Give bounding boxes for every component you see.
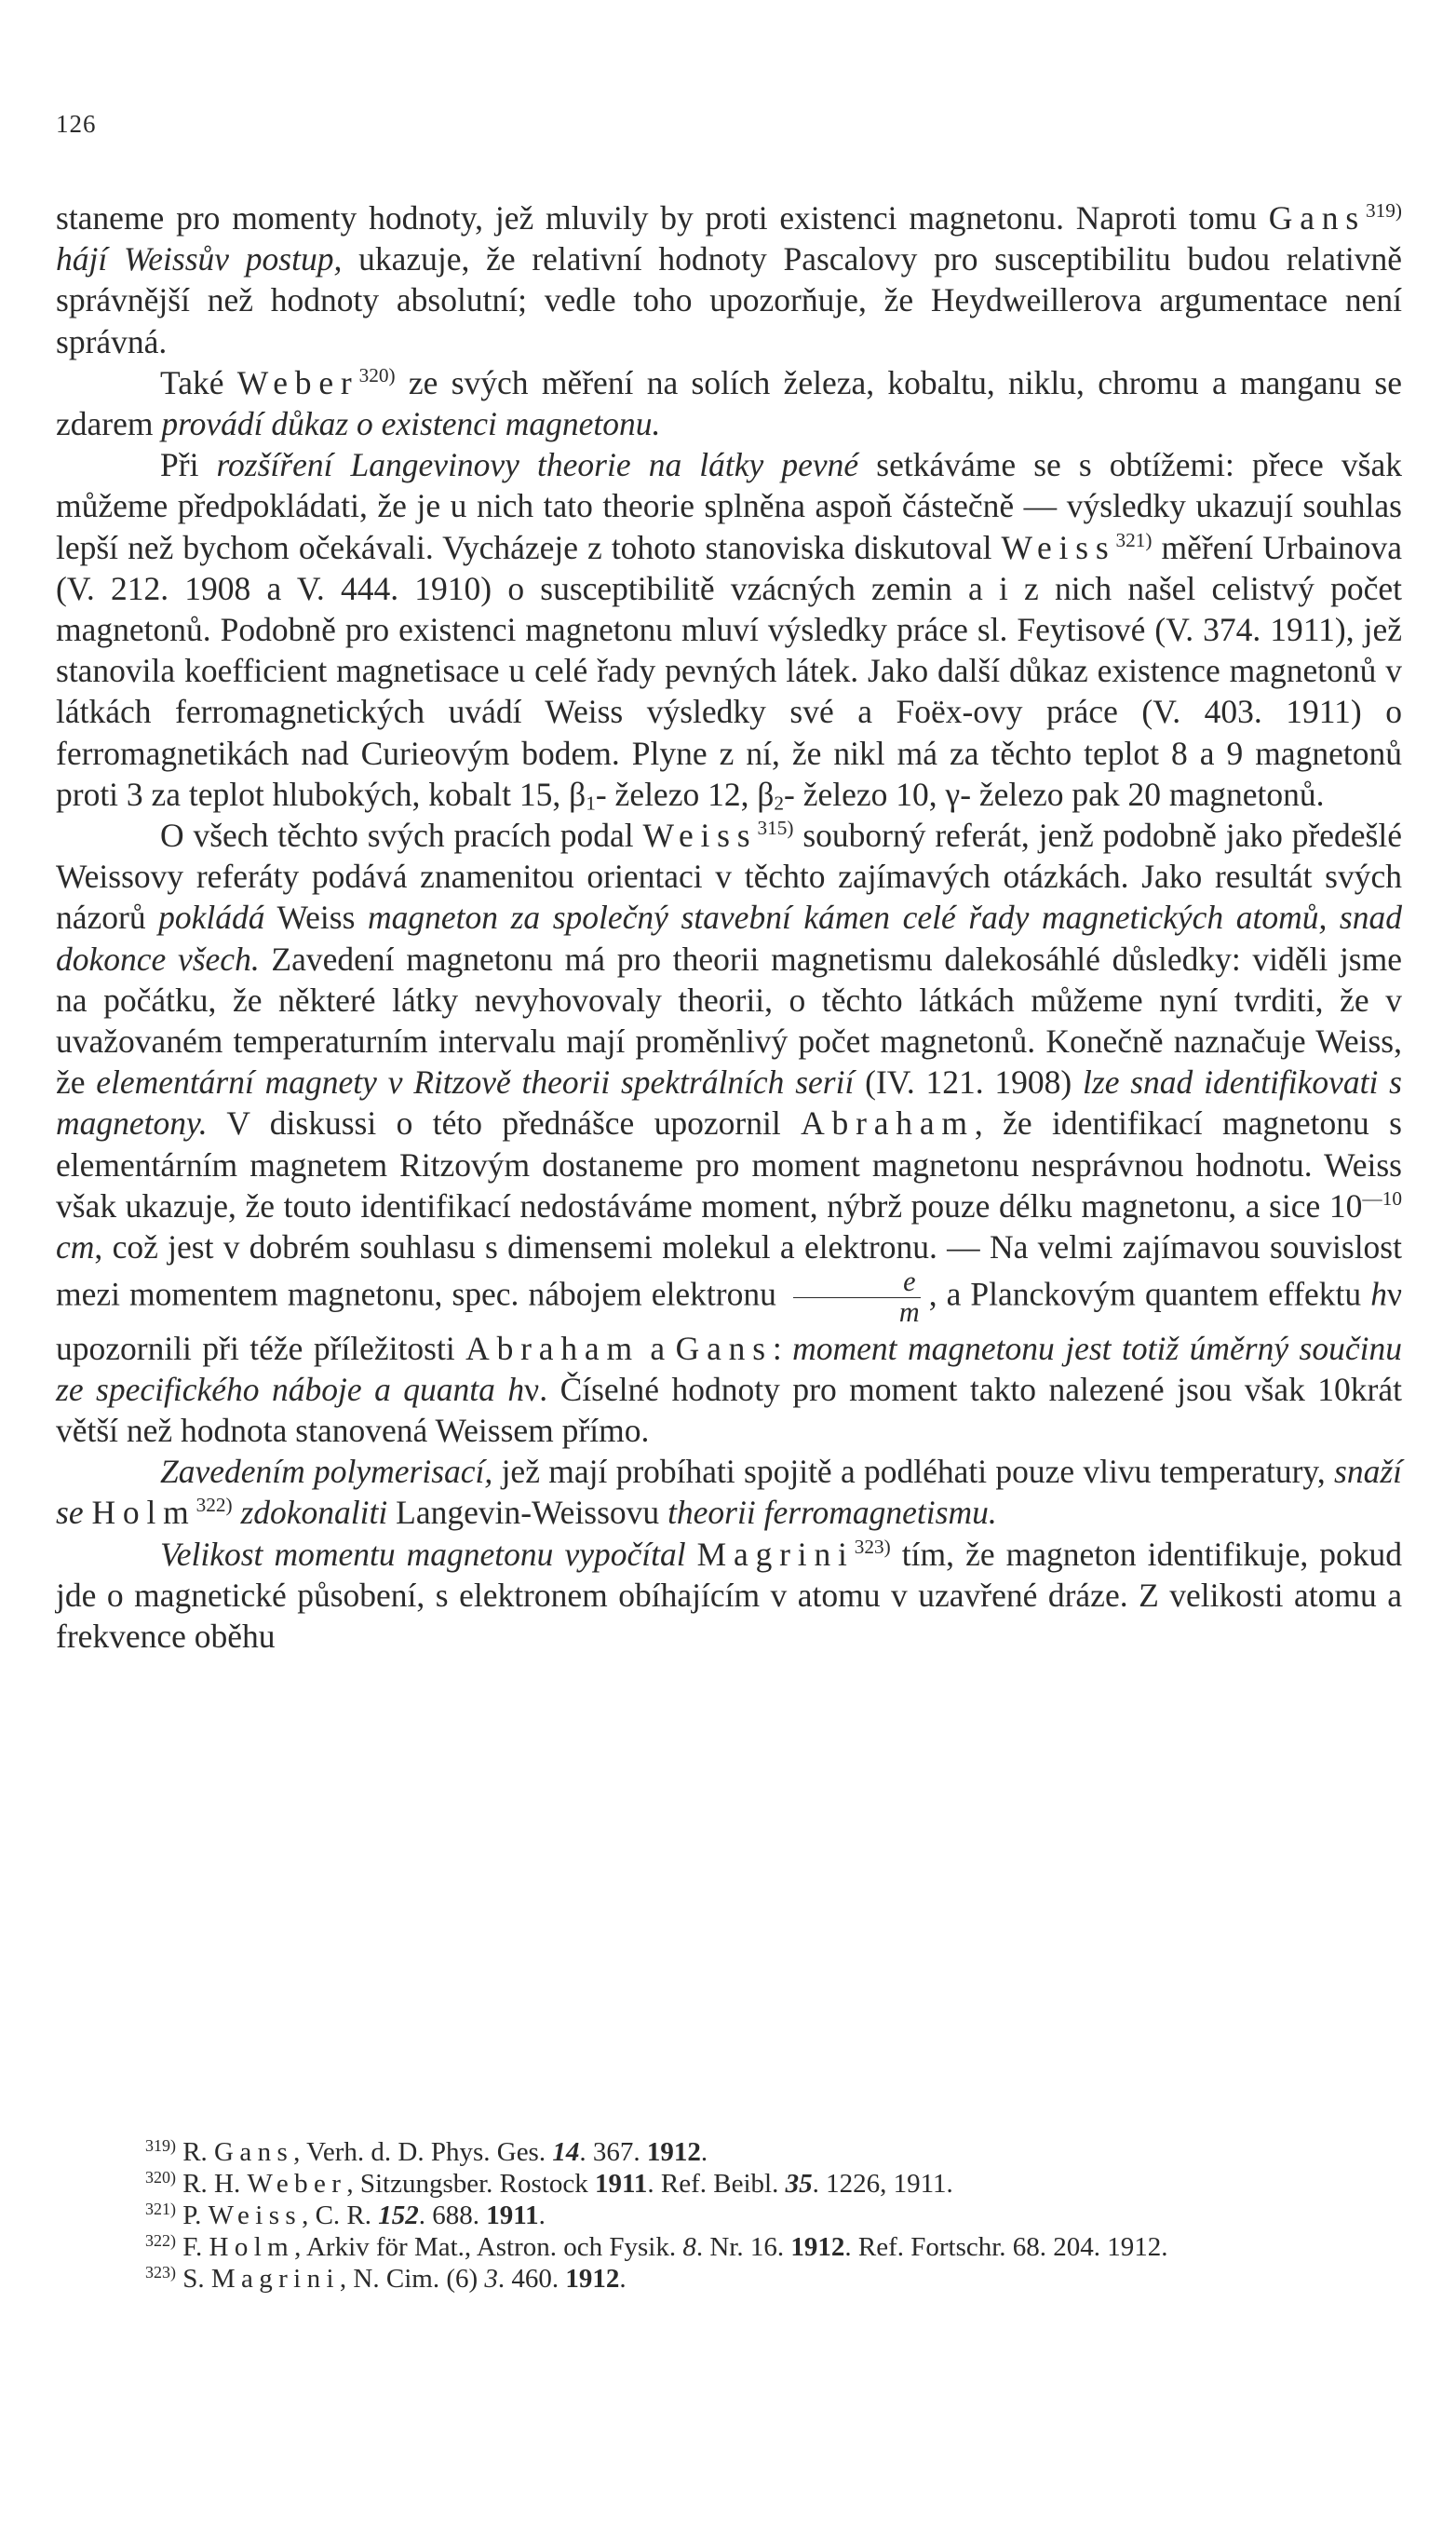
text: (IV. 121. 1908) [854, 1063, 1084, 1102]
text: , N. Cim. (6) [339, 2264, 485, 2294]
emphasis: h [1370, 1275, 1387, 1313]
footnote-ref: 319) [1365, 198, 1402, 222]
paragraph-1 [56, 197, 1402, 362]
footnote-ref: 315) [757, 816, 794, 839]
author-name: Weber [247, 2169, 347, 2199]
text: , že identifikací magnetonu s elementárním magnetem Ritzovým dostaneme pro moment magnetonu nesprávnou hodnotu. Weiss však ukazuje, že touto identifikací nedostáváme moment, nýbrž pouze délku magnetonu, a sice 10 [56, 1104, 1402, 1225]
text: S. [182, 2264, 211, 2294]
unit: cm [56, 1228, 95, 1266]
year: 35 [785, 2169, 813, 2199]
text: , a Planckovým quantem effektu [928, 1275, 1371, 1313]
author-name: Abraham [801, 1104, 975, 1143]
text: měření Urbainova (V. 212. 1908 a V. 444. 1910) o susceptibilitě vzácných zemin a i z nich našel celistvý počet magnetonů. Podobně pro existenci magnetonu mluví výsledky práce sl. Feytisové (V. 374. 1911), jež stanovila koefficient magnetisace u celé řady pevných látek. Jako další důkaz existence magnetonů v látkách ferromagnetických uvádí Weiss výsledky své a Foëx-ovy práce (V. 403. 1911) o ferromagnetikách nad Curieovým bodem. Plyne z ní, že nikl má za těchto teplot 8 a 9 magnetonů proti 3 za teplot hlubokých, kobalt 15, β [56, 528, 1402, 813]
author-name: Weiss [642, 817, 758, 855]
text: setkáváme se s obtížemi: přece však můžeme předpokládati, že je u nich tato theorie splněna aspoň částečně — výsledky ukazují souhlas lepší než bychom očekávali. Vycházeje z tohoto stanoviska diskutoval [56, 446, 1402, 566]
emphasis: lze snad identifikovati s magnetony. [56, 1063, 1402, 1143]
text: - železo 10, γ- železo pak 20 magnetonů. [784, 775, 1325, 813]
year: 1911 [486, 2201, 539, 2230]
text: - železo 12, β [595, 775, 775, 813]
emphasis: provádí důkaz o existenci magnetonu. [161, 405, 661, 443]
footnote-mark: 319) [145, 2136, 176, 2156]
paragraph-5 [56, 1451, 1402, 1533]
page-number: 126 [56, 110, 97, 138]
text: , Arkiv för Mat., Astron. och Fysik. [294, 2232, 683, 2262]
year: 1912 [565, 2264, 620, 2294]
text: ukazuje, že relativní hodnoty Pascalovy pro susceptibilitu budou relativně správnější než hodnoty absolutní; vedle toho upozorňuje, že Heydweillerova argumentace není správná. [56, 240, 1402, 360]
year: 1912 [646, 2137, 701, 2167]
footnote-mark: 321) [145, 2200, 176, 2219]
text: R. H. [182, 2169, 248, 2199]
footnote-320 [56, 2168, 1402, 2200]
footnote-322 [56, 2231, 1402, 2263]
footnote-ref: 320) [358, 363, 396, 386]
exponent: —10 [1362, 1186, 1402, 1210]
author-name: Weiss [208, 2201, 303, 2230]
emphasis: moment magnetonu jest totiž úměrný součinu ze specifického náboje a quanta h [56, 1329, 1402, 1408]
subscript: 1 [586, 792, 596, 815]
author-name: Weiss [1001, 528, 1116, 566]
author-name: Gans [1268, 199, 1366, 237]
text: . 367. [579, 2137, 647, 2167]
footnote-ref: 321) [1115, 528, 1153, 551]
text: . [619, 2264, 627, 2294]
paragraph-3 [56, 444, 1402, 815]
volume: 152 [378, 2201, 419, 2230]
text: upozornili při téže příležitosti [56, 1329, 466, 1367]
text: , Sitzungsber. Rostock [346, 2169, 595, 2199]
footnote-ref: 322) [195, 1494, 233, 1517]
text: Langevin-Weissovu [387, 1494, 668, 1532]
text: , Verh. d. D. Phys. Ges. [293, 2137, 553, 2167]
text: R. [182, 2137, 215, 2167]
fraction-numerator: e [793, 1267, 921, 1298]
volume: 14 [552, 2137, 580, 2167]
text: . 688. [418, 2201, 487, 2230]
text: Weiss [264, 899, 368, 937]
paragraph-6 [56, 1534, 1402, 1658]
year: 1912 [790, 2232, 845, 2262]
text: a [639, 1329, 676, 1367]
greek-nu: ν [1386, 1275, 1403, 1313]
text: F. [182, 2232, 209, 2262]
volume: 8 [682, 2232, 696, 2262]
footnote-mark: 323) [145, 2263, 176, 2282]
text [686, 1536, 697, 1573]
footnote-ref: 323) [854, 1535, 891, 1558]
text: . Ref. Fortschr. 68. 204. 1912. [844, 2232, 1168, 2262]
emphasis: elementární magnety v Ritzově theorii spektrálních serií [96, 1063, 855, 1102]
text: : [772, 1329, 793, 1367]
text: . Ref. Beibl. [647, 2169, 786, 2199]
author-name: Abraham [465, 1329, 640, 1367]
emphasis: pokládá [158, 899, 265, 937]
text: jež mají probíhati spojitě a podléhati pouze vlivu temperatury, [492, 1453, 1334, 1491]
greek-nu: ν [524, 1370, 540, 1408]
text: . Nr. 16. [695, 2232, 791, 2262]
footnotes [56, 2136, 1402, 2295]
body-text [56, 197, 1402, 1657]
text: staneme pro momenty hodnoty, jež mluvily by proti existenci magnetonu. Naproti tomu [56, 199, 1269, 237]
emphasis: snaží se [56, 1453, 1402, 1532]
emphasis: Velikost momentu magnetonu vypočítal [160, 1535, 686, 1573]
text: tím, že magneton identifikuje, pokud jde o magnetické působení, s elektronem obíhajícím v atomu v uzavřené dráze. Z velikosti atomu a frekvence oběhu [56, 1535, 1403, 1656]
author-name: Weber [236, 363, 359, 401]
emphasis: Zavedením polymerisací, [160, 1453, 493, 1491]
paragraph-4 [56, 815, 1402, 1451]
author-name: Gans [675, 1329, 773, 1367]
author-name: Magrini [210, 2264, 340, 2294]
text: P. [182, 2201, 209, 2230]
footnote-mark: 320) [145, 2168, 176, 2187]
volume: 3 [484, 2264, 498, 2294]
text: Také [160, 363, 237, 401]
text: . [700, 2137, 708, 2167]
author-name: Magrini [696, 1535, 855, 1573]
subscript: 2 [774, 792, 785, 815]
text: . [538, 2201, 546, 2230]
author-name: Holm [209, 2232, 295, 2262]
emphasis: zdokonaliti [240, 1494, 388, 1532]
emphasis: magneton za společný stavební kámen celé řady magnetických atomů, snad dokonce všech. [56, 899, 1402, 978]
text: , C. R. [302, 2201, 379, 2230]
text: O všech těchto svých pracích podal [160, 817, 643, 855]
text: souborný referát, jenž podobně jako předešlé Weissovy referáty podává znamenitou orientaci v těchto zajímavých otázkách. Jako resultát svých názorů [56, 817, 1402, 937]
footnote-323 [56, 2263, 1402, 2295]
paragraph-2 [56, 362, 1402, 444]
emphasis: rozšíření Langevinovy theorie na látky pevné [216, 446, 859, 484]
author-name: Holm [91, 1494, 196, 1532]
text: Při [160, 446, 217, 484]
text: , což jest v dobrém souhlasu s dimensemi molekul a elektronu. — Na velmi zajímavou souvislost mezi momentem magnetonu, spec. nábojem elektronu [56, 1228, 1402, 1313]
text: ze svých měření na solích železa, kobaltu, niklu, chromu a manganu se zdarem [56, 363, 1402, 443]
footnote-321 [56, 2200, 1402, 2231]
text: Zavedení magnetonu má pro theorii magnetismu dalekosáhlé důsledky: viděli jsme na počátku, že některé látky nevyhovovaly theorii, o těchto látkách můžeme nyní tvrditi, že v uvažovaném temperaturním intervalu mají proměnlivý počet magnetonů. Konečně naznačuje Weiss, že [56, 940, 1402, 1102]
footnote-mark: 322) [145, 2231, 176, 2251]
author-name: Gans [214, 2137, 294, 2167]
text: . Číselné hodnoty pro moment takto nalezené jsou však 10krát větší než hodnota stanovená Weissem přímo. [56, 1370, 1402, 1450]
fraction-e-over-m [791, 1267, 923, 1327]
text: V diskussi o této přednášce upozornil [207, 1104, 802, 1143]
text: . 460. [497, 2264, 566, 2294]
emphasis: theorii ferromagnetismu. [667, 1494, 997, 1532]
footnote-319 [56, 2136, 1402, 2168]
text: . 1226, 1911. [812, 2169, 953, 2199]
volume: 1911 [594, 2169, 648, 2199]
fraction-denominator: m [898, 1295, 920, 1328]
emphasis: hájí Weissův postup, [56, 240, 343, 278]
